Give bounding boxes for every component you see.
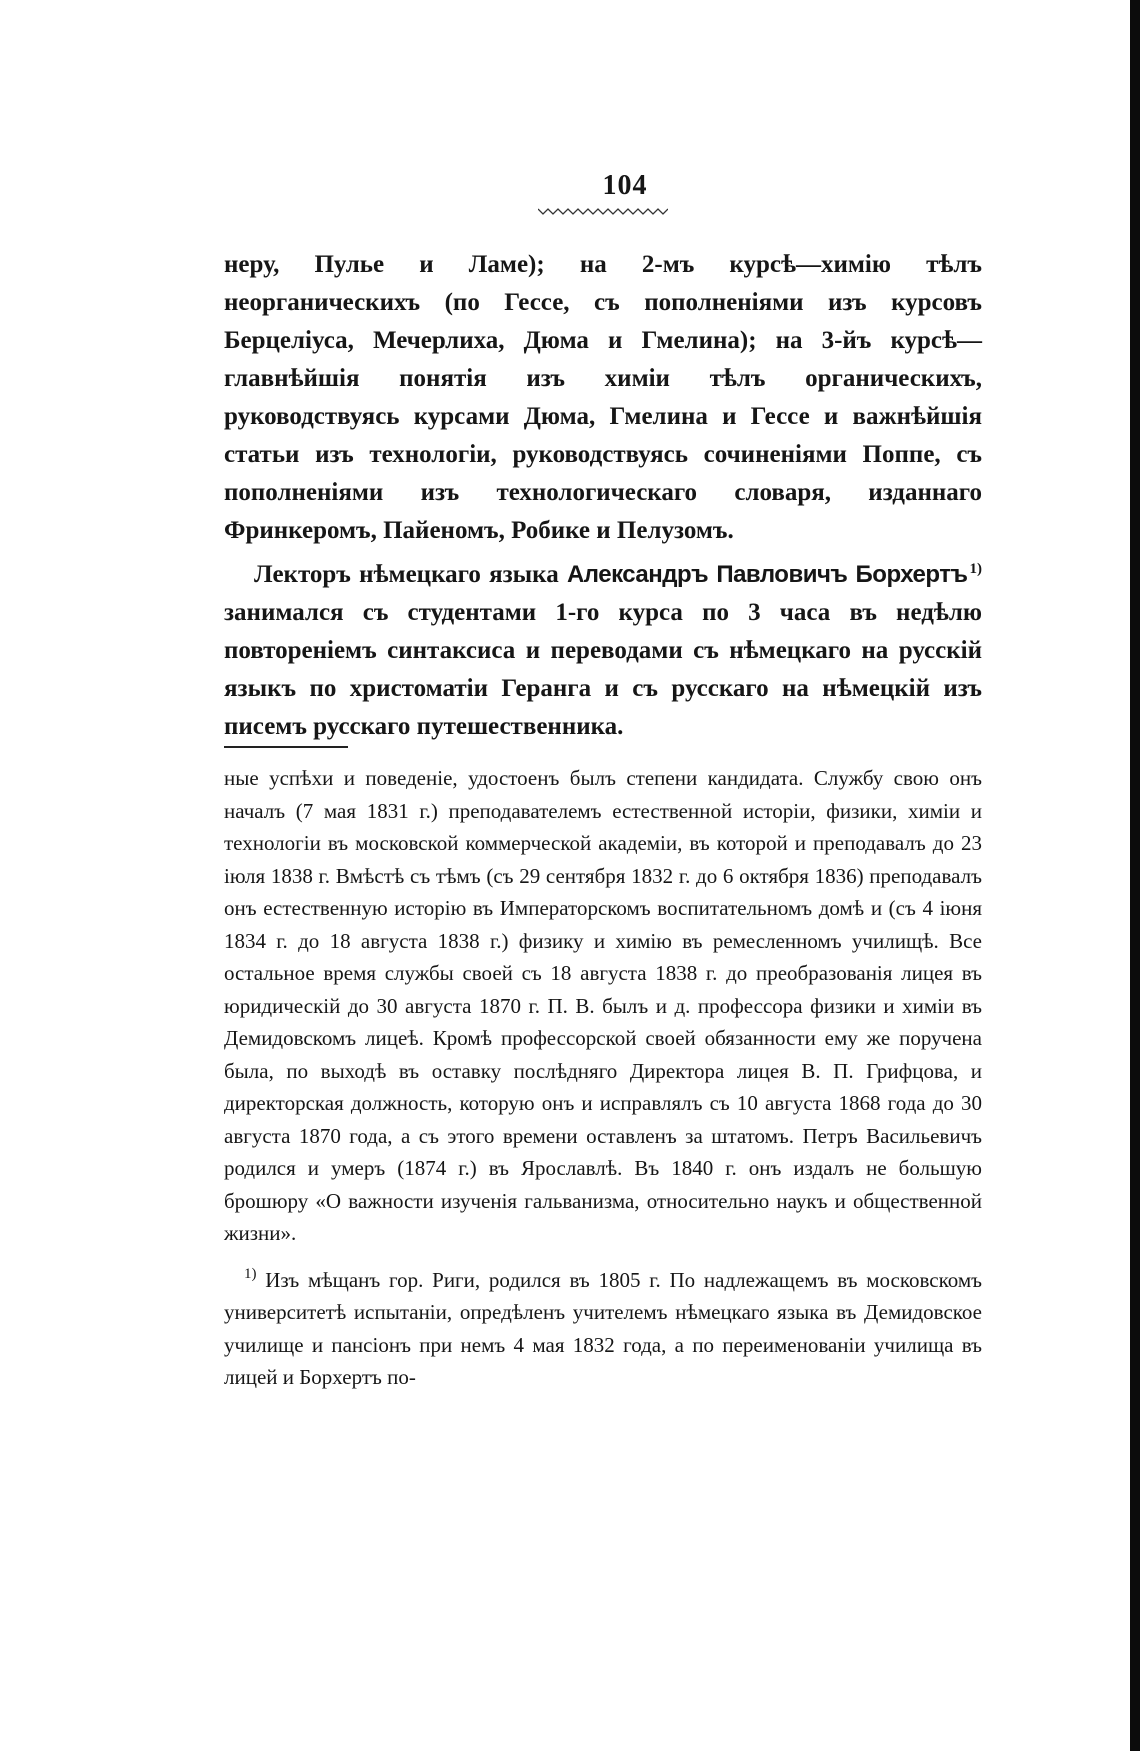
footnote-reference: 1) [969, 561, 982, 577]
paragraph-text-after-name: занимался съ студентами 1-го курса по 3 часа въ недѣлю повтореніемъ синтаксиса и переводами съ нѣмецкаго на русскій языкъ по христоматіи Геранга и съ русскаго на нѣмецкій изъ писемъ русскаго путешественника. [224, 599, 982, 740]
paragraph-german-lecturer [224, 556, 982, 746]
footnote-divider [224, 746, 348, 748]
lecturer-name: Александръ Павловичъ Борхертъ [566, 561, 968, 588]
footnote-1 [224, 1264, 982, 1394]
footnote-1-marker: 1) [244, 1265, 257, 1282]
footnote-1-text: Изъ мѣщанъ гор. Риги, родился въ 1805 г. По надлежащемъ въ московскомъ университетѣ испытаніи, опредѣленъ учителемъ нѣмецкаго языка въ Демидовское училище и пансіонъ при немъ 4 мая 1832 года, а по переименованіи училища въ лицей и Борхертъ по- [224, 1267, 982, 1389]
footnotes [224, 762, 982, 1394]
footnote-continued: ные успѣхи и поведеніе, удостоенъ былъ степени кандидата. Службу свою онъ началъ (7 мая 1831 г.) преподавателемъ естественной исторіи, физики, химіи и технологіи въ московской коммерческой академіи, въ которой и преподавалъ до 23 іюля 1838 г. Вмѣстѣ съ тѣмъ (съ 29 сентября 1832 г. до 6 октября 1836) преподавалъ онъ естественную исторію въ Императорскомъ воспитательномъ домѣ и (съ 4 іюня 1834 г. до 18 августа 1838 г.) физику и химію въ ремесленномъ училищѣ. Все остальное время службы своей съ 18 августа 1838 г. до преобразованія лицея въ юридическій до 30 августа 1870 г. П. В. былъ и д. профессора физики и химіи въ Демидовскомъ лицеѣ. Кромѣ профессорской своей обязанности ему же поручена была, по выходѣ въ оставку послѣдняго Директора лицея В. П. Грифцова, и директорская должность, которую онъ и исправлялъ съ 10 августа 1868 года до 30 августа 1870 года, а съ этого времени оставленъ за штатомъ. Петръ Васильевичъ родился и умеръ (1874 г.) въ Ярославлѣ. Въ 1840 г. онъ издалъ не большую брошюру «О важности изученія гальванизма, относительно наукъ и общественной жизни». [224, 766, 982, 1245]
page-number-ornament [538, 206, 668, 216]
page-number: 104 [602, 170, 648, 201]
scan-edge [1130, 0, 1140, 1751]
main-text [224, 246, 982, 746]
paragraph-chemistry-course: неру, Пулье и Ламе); на 2-мъ курсѣ—химію тѣлъ неорганическихъ (по Гессе, съ пополненіями изъ курсовъ Берцеліуса, Мечерлиха, Дюма и Гмелина); на 3-йъ курсѣ—главнѣйшія понятія изъ химіи тѣлъ органическихъ, руководствуясь курсами Дюма, Гмелина и Гессе и важнѣйшія статьи изъ технологіи, руководствуясь сочиненіями Поппе, съ пополненіями изъ технологическаго словаря, изданнаго Фринкеромъ, Пайеномъ, Робике и Пелузомъ. [224, 251, 982, 544]
paragraph-text-before-name: Лекторъ нѣмецкаго языка [254, 561, 567, 588]
